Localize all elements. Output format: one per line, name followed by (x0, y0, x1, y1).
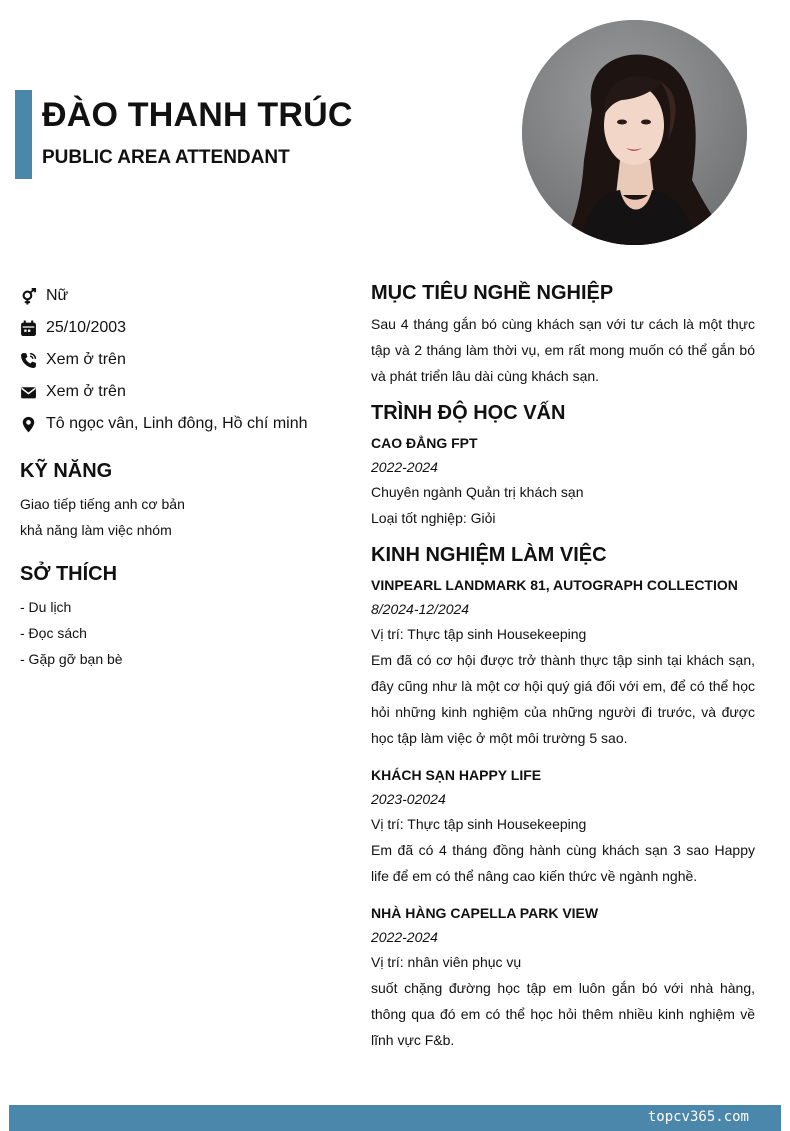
gender-icon (20, 288, 37, 305)
job-company: NHÀ HÀNG CAPELLA PARK VIEW (371, 905, 599, 921)
objective-section (371, 282, 755, 389)
skills-title: KỸ NĂNG (20, 460, 113, 482)
objective-title: MỤC TIÊU NGHỀ NGHIỆP (371, 282, 614, 304)
footer-site-link[interactable]: topcv365.com (647, 1109, 749, 1125)
location-pin-icon (20, 416, 37, 433)
education-grade: Loại tốt nghiệp: Giỏi (371, 510, 496, 526)
education-title: TRÌNH ĐỘ HỌC VẤN (371, 402, 566, 424)
contact-address-text: Tô ngọc vân, Linh đông, Hồ chí minh (46, 415, 308, 432)
phone-icon (20, 352, 37, 369)
contact-email (20, 376, 350, 408)
hobby-item: - Du lịch (20, 599, 72, 615)
experience-title: KINH NGHIỆM LÀM VIỆC (371, 544, 607, 566)
job-position: Vị trí: Thực tập sinh Housekeeping (371, 626, 587, 642)
job-description: Em đã có cơ hội được trở thành thực tập sinh tại khách sạn, đây cũng như là một cơ hội quý giá đối với em, để có thể học hỏi những kinh nghiệm của những người đi trước, và được học tập làm việc ở một môi trường 5 sao. (371, 652, 755, 746)
candidate-role: PUBLIC AREA ATTENDANT (42, 147, 290, 168)
job-entry (371, 763, 755, 889)
education-major: Chuyên ngành Quản trị khách sạn (371, 484, 584, 500)
job-period: 8/2024-12/2024 (371, 601, 470, 617)
education-period: 2022-2024 (371, 459, 438, 475)
hobbies-list (20, 594, 350, 672)
hobby-item: - Gặp gỡ bạn bè (20, 651, 123, 667)
skill-item: Giao tiếp tiếng anh cơ bản (20, 496, 185, 512)
calendar-icon (20, 320, 37, 337)
right-column (371, 282, 755, 1065)
contact-address (20, 408, 350, 440)
job-position: Vị trí: nhân viên phục vụ (371, 954, 522, 970)
objective-text: Sau 4 tháng gắn bó cùng khách sạn với tư cách là một thực tập và 2 tháng làm thời vụ, em rất mong muốn có thể gắn bó và phát triển lâu dài cùng khách sạn. (371, 316, 755, 384)
email-icon (20, 384, 37, 401)
contact-gender (20, 280, 350, 312)
portrait-illustration (522, 20, 747, 245)
job-company: VINPEARL LANDMARK 81, AUTOGRAPH COLLECTION (371, 577, 738, 593)
contact-birthday (20, 312, 350, 344)
left-column (20, 280, 350, 672)
hobbies-title: SỞ THÍCH (20, 563, 118, 585)
job-period: 2022-2024 (371, 929, 438, 945)
header-accent-bar (15, 90, 32, 179)
job-position: Vị trí: Thực tập sinh Housekeeping (371, 816, 587, 832)
experience-section (371, 544, 755, 1053)
contact-list (20, 280, 350, 440)
education-school: CAO ĐẲNG FPT (371, 435, 478, 451)
contact-birthday-text: 25/10/2003 (46, 319, 127, 336)
job-description: suốt chặng đường học tập em luôn gắn bó với nhà hàng, thông qua đó em có thể học hỏi thêm nhiều kinh nghiệm về lĩnh vực F&b. (371, 980, 755, 1048)
contact-phone (20, 344, 350, 376)
candidate-name: ĐÀO THANH TRÚC (42, 96, 353, 134)
job-entry (371, 901, 755, 1053)
skills-list (20, 491, 350, 543)
education-section (371, 402, 755, 531)
contact-gender-text: Nữ (46, 287, 69, 304)
job-description: Em đã có 4 tháng đồng hành cùng khách sạn 3 sao Happy life để em có thể nâng cao kiến thức về ngành nghề. (371, 842, 755, 884)
profile-photo (522, 20, 747, 245)
contact-phone-text: Xem ở trên (46, 351, 126, 368)
job-period: 2023-02024 (371, 791, 446, 807)
hobby-item: - Đọc sách (20, 625, 87, 641)
job-entry (371, 573, 755, 751)
contact-email-text: Xem ở trên (46, 383, 126, 400)
skill-item: khả năng làm việc nhóm (20, 522, 172, 538)
footer-bar (9, 1105, 781, 1131)
job-company: KHÁCH SẠN HAPPY LIFE (371, 767, 542, 783)
